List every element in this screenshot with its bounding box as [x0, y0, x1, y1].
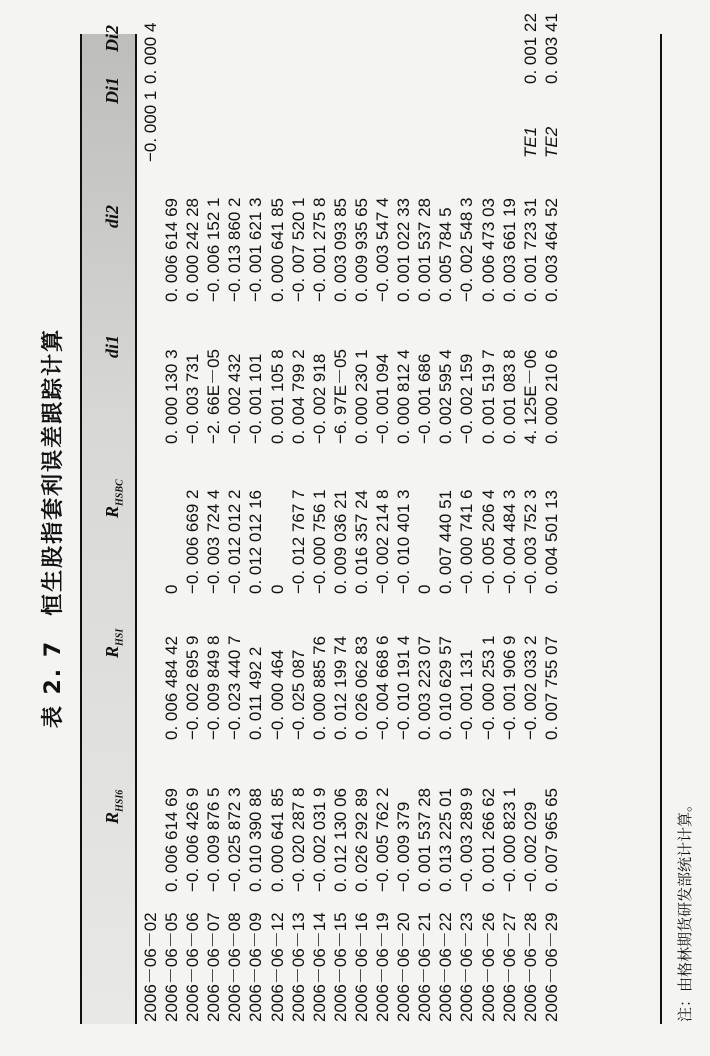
cell-Di2 [224, 13, 245, 84]
cell-rhsi6: −0. 009 379 [394, 801, 414, 892]
cell-date: 2006－06－19 [373, 912, 393, 1022]
cell-rhsi6: −0. 002 029 [520, 801, 540, 892]
cell-rhsi6: −0. 003 289 9 [457, 787, 477, 892]
cell-Di1 [393, 84, 414, 162]
cell-date: 2006－06－13 [288, 912, 308, 1022]
cell-rhsi6: −0. 020 287 8 [288, 787, 308, 892]
cell-rhsi: 0. 007 755 07 [541, 636, 561, 740]
cell-rhsbc: 0 [415, 584, 435, 594]
cell-date: 2006－06－08 [225, 912, 245, 1022]
cell-di1: −0. 002 159 [457, 353, 477, 444]
table-row [435, 13, 456, 1022]
cell-di1: 0. 002 595 4 [436, 349, 456, 444]
table-row [140, 13, 161, 1022]
cell-di1: 4. 125E－06 [520, 349, 540, 444]
header-di2: di2 [102, 204, 122, 228]
cell-rhsi6: 0. 007 965 65 [541, 788, 561, 892]
cell-di1: 0. 000 130 3 [162, 349, 182, 444]
table-row [182, 13, 203, 1022]
cell-di2: 0. 001 723 31 [520, 198, 540, 302]
cell-Di2 [456, 13, 477, 84]
cell-Di1 [372, 84, 393, 162]
cell-rhsbc: 0. 012 012 16 [246, 490, 266, 594]
cell-di2: 0. 000 641 85 [267, 198, 287, 302]
cell-di1: 0. 000 812 4 [394, 349, 414, 444]
cell-di2: 0. 003 661 19 [499, 198, 519, 302]
cell-di2: 0. 003 464 52 [541, 198, 561, 302]
cell-di2: 0. 001 537 28 [415, 198, 435, 302]
cell-rhsbc: −0. 003 724 4 [204, 489, 224, 594]
cell-rhsi: −0. 009 849 8 [204, 635, 224, 740]
cell-Di1 [330, 84, 351, 162]
cell-Di1 [224, 84, 245, 162]
cell-date: 2006－06－14 [309, 912, 329, 1022]
cell-Di1 [414, 84, 435, 162]
cell-Di2 [309, 13, 330, 84]
cell-di2: 0. 001 022 33 [394, 198, 414, 302]
header-band [82, 34, 135, 1024]
cell-rhsi6: 0. 006 614 69 [162, 788, 182, 892]
cell-rhsi6: 0. 010 390 88 [246, 788, 266, 892]
cell-di1: −0. 003 731 [183, 353, 203, 444]
cell-date: 2006－06－07 [204, 912, 224, 1022]
cell-date: 2006－06－21 [415, 912, 435, 1022]
cell-date: 2006－06－02 [141, 912, 160, 1022]
table-row [309, 13, 330, 1022]
cell-di2: 0. 003 093 85 [330, 198, 350, 302]
cell-date: 2006－06－16 [351, 912, 371, 1022]
cell-rhsbc: 0 [162, 584, 182, 594]
cell-Di1 [161, 84, 182, 162]
table-number: 表 2. 7 [41, 639, 66, 729]
cell-di2: −0. 006 152 1 [204, 197, 224, 302]
cell-rhsi6: −0. 006 426 9 [183, 787, 203, 892]
cell-date: 2006－06－22 [436, 912, 456, 1022]
cell-di2: 0. 000 242 28 [183, 198, 203, 302]
table-row [288, 13, 309, 1022]
table-row [414, 13, 435, 1022]
cell-di2 [140, 162, 161, 302]
cell-Di2 [161, 13, 182, 84]
cell-date: 2006－06－27 [499, 912, 519, 1022]
table-caption: 恒生股指套利误差跟踪计算 [41, 327, 66, 616]
cell-di1: 0. 001 519 7 [478, 349, 498, 444]
cell-rhsbc: −0. 002 214 8 [373, 489, 393, 594]
cell-Di2 [267, 13, 288, 84]
cell-rhsi: −0. 000 464 [267, 649, 287, 740]
header-Di2: Di2 [102, 25, 122, 52]
table-row [351, 13, 372, 1022]
cell-rhsi6: 0. 001 537 28 [415, 788, 435, 892]
cell-Di2 [414, 13, 435, 84]
header-di1: di1 [102, 334, 122, 358]
cell-rhsbc: −0. 012 767 7 [288, 489, 308, 594]
cell-date: 2006－06－15 [330, 912, 350, 1022]
table-row [330, 13, 351, 1022]
cell-Di1 [267, 84, 288, 162]
cell-Di1 [351, 84, 372, 162]
cell-Di2: 0. 003 41 [541, 13, 561, 84]
cell-rhsi: 0. 011 492 2 [246, 646, 266, 740]
cell-di1: 0. 001 083 8 [499, 349, 519, 444]
cell-date: 2006－06－28 [520, 912, 540, 1022]
cell-di1: −0. 001 094 [373, 353, 393, 444]
cell-Di2 [435, 13, 456, 84]
footnote: 注：由格林期货研发部统计计算。 [676, 796, 694, 1022]
cell-Di2 [288, 13, 309, 84]
cell-rhsbc: −0. 004 484 3 [499, 489, 519, 594]
table-row [456, 13, 477, 1022]
cell-di1: 0. 000 230 1 [351, 349, 371, 444]
cell-Di1 [499, 84, 520, 162]
cell-rhsbc: 0. 009 036 21 [330, 490, 350, 594]
cell-Di2 [499, 13, 520, 84]
cell-date: 2006－06－12 [267, 912, 287, 1022]
cell-rhsi6: 0. 013 225 01 [436, 788, 456, 892]
top-rule [80, 34, 82, 1024]
cell-rhsi: −0. 002 695 9 [183, 635, 203, 740]
cell-rhsi6: −0. 005 762 2 [373, 787, 393, 892]
cell-rhsbc: −0. 003 752 3 [520, 489, 540, 594]
cell-di2: 0. 006 614 69 [162, 198, 182, 302]
cell-rhsi: 0. 000 885 76 [309, 636, 329, 740]
cell-rhsi: −0. 010 191 4 [394, 635, 414, 740]
cell-rhsi: −0. 025 087 [288, 649, 308, 740]
cell-Di1 [203, 84, 224, 162]
cell-rhsi: −0. 001 131 [457, 649, 477, 740]
cell-rhsi: 0. 012 199 74 [330, 636, 350, 740]
cell-Di2 [351, 13, 372, 84]
cell-rhsi: 0. 010 629 57 [436, 636, 456, 740]
cell-di1: −0. 001 686 [415, 353, 435, 444]
cell-di2: −0. 013 860 2 [225, 197, 245, 302]
cell-date: 2006－06－06 [183, 912, 203, 1022]
cell-rhsi6: 0. 012 130 06 [330, 788, 350, 892]
cell-rhsi: 0. 006 484 42 [162, 636, 182, 740]
cell-Di1 [288, 84, 309, 162]
cell-di2: −0. 007 520 1 [288, 197, 308, 302]
cell-Di1: TE2 [541, 126, 561, 158]
table-row [478, 13, 499, 1022]
cell-Di1 [245, 84, 266, 162]
cell-di2: 0. 005 784 5 [436, 207, 456, 302]
cell-Di2: 0. 000 4 [141, 22, 160, 84]
cell-di1: −6. 97E－05 [330, 349, 350, 444]
cell-Di2 [330, 13, 351, 84]
cell-date: 2006－06－05 [162, 912, 182, 1022]
cell-rhsi: 0. 026 062 83 [351, 636, 371, 740]
cell-date: 2006－06－23 [457, 912, 477, 1022]
cell-rhsbc: 0. 007 440 51 [436, 490, 456, 594]
cell-rhsi6: 0. 000 641 85 [267, 788, 287, 892]
cell-di1: 0. 004 799 2 [288, 349, 308, 444]
cell-rhsi: −0. 023 440 7 [225, 635, 245, 740]
cell-rhsbc: −0. 012 012 2 [225, 489, 245, 594]
header-rule [135, 34, 137, 1024]
table-row [541, 13, 562, 1022]
data-table [140, 13, 562, 1022]
cell-rhsi: −0. 001 906 9 [499, 635, 519, 740]
cell-di2: 0. 009 935 65 [351, 198, 371, 302]
cell-Di2 [372, 13, 393, 84]
cell-di2: −0. 003 547 4 [373, 197, 393, 302]
cell-rhsbc: −0. 005 206 4 [478, 489, 498, 594]
table-row [520, 13, 541, 1022]
cell-date: 2006－06－09 [246, 912, 266, 1022]
cell-di2: −0. 002 548 3 [457, 197, 477, 302]
header-rhsbc: $R_{HSBC}$ [102, 479, 126, 518]
cell-rhsi6: −0. 025 872 3 [225, 787, 245, 892]
cell-rhsi6: 0. 001 266 62 [478, 788, 498, 892]
cell-Di2 [478, 13, 499, 84]
cell-Di1 [478, 84, 499, 162]
cell-date: 2006－06－26 [478, 912, 498, 1022]
cell-Di2 [203, 13, 224, 84]
cell-rhsbc: −0. 006 669 2 [183, 489, 203, 594]
cell-rhsi: −0. 000 253 1 [478, 635, 498, 740]
cell-di1: −0. 002 432 [225, 353, 245, 444]
cell-di1 [140, 302, 161, 444]
cell-di1: −0. 002 918 [309, 353, 329, 444]
table-row [224, 13, 245, 1022]
cell-rhsi6: −0. 002 031 9 [309, 787, 329, 892]
cell-di1: 0. 000 210 6 [541, 349, 561, 444]
header-Di1: Di1 [102, 77, 122, 104]
header-rhsi: $R_{HSI}$ [102, 628, 126, 658]
cell-Di2 [245, 13, 266, 84]
cell-di2: 0. 006 473 03 [478, 198, 498, 302]
cell-Di2 [393, 13, 414, 84]
cell-rhsbc: 0 [267, 584, 287, 594]
cell-di1: 0. 001 105 8 [267, 349, 287, 444]
cell-Di1 [182, 84, 203, 162]
cell-di1: −0. 001 101 [246, 353, 266, 444]
cell-rhsbc: 0. 004 501 13 [541, 490, 561, 594]
cell-Di2: 0. 001 22 [520, 13, 540, 84]
bottom-rule [660, 34, 662, 1024]
table-title [36, 0, 67, 1056]
cell-rhsbc: −0. 010 401 3 [394, 489, 414, 594]
table-row [203, 13, 224, 1022]
cell-rhsi: 0. 003 223 07 [415, 636, 435, 740]
cell-rhsbc: 0. 016 357 24 [351, 490, 371, 594]
cell-rhsbc: −0. 000 741 6 [457, 489, 477, 594]
header-rhsi6: $R_{HSI6}$ [102, 789, 126, 824]
cell-rhsi6: −0. 009 876 5 [204, 787, 224, 892]
table-row [372, 13, 393, 1022]
cell-rhsbc: −0. 000 756 1 [309, 489, 329, 594]
cell-Di2 [182, 13, 203, 84]
cell-rhsi6: 0. 026 292 89 [351, 788, 371, 892]
cell-rhsi [140, 594, 161, 740]
cell-Di1: −0. 000 1 [141, 90, 160, 162]
cell-rhsi6 [140, 740, 161, 892]
cell-rhsi: −0. 002 033 2 [520, 635, 540, 740]
cell-rhsbc [140, 444, 161, 594]
table-row [393, 13, 414, 1022]
table-row [499, 13, 520, 1022]
table-row [267, 13, 288, 1022]
cell-Di1 [309, 84, 330, 162]
cell-date: 2006－06－29 [541, 912, 561, 1022]
cell-rhsi6: −0. 000 823 1 [499, 787, 519, 892]
cell-Di1 [435, 84, 456, 162]
cell-di2: −0. 001 621 3 [246, 197, 266, 302]
cell-di1: −2. 66E－05 [204, 349, 224, 444]
cell-Di1 [456, 84, 477, 162]
cell-rhsi: −0. 004 668 6 [373, 635, 393, 740]
table-row [161, 13, 182, 1022]
cell-date: 2006－06－20 [394, 912, 414, 1022]
cell-di2: −0. 001 275 8 [309, 197, 329, 302]
cell-Di1: TE1 [520, 126, 540, 158]
table-row [245, 13, 266, 1022]
